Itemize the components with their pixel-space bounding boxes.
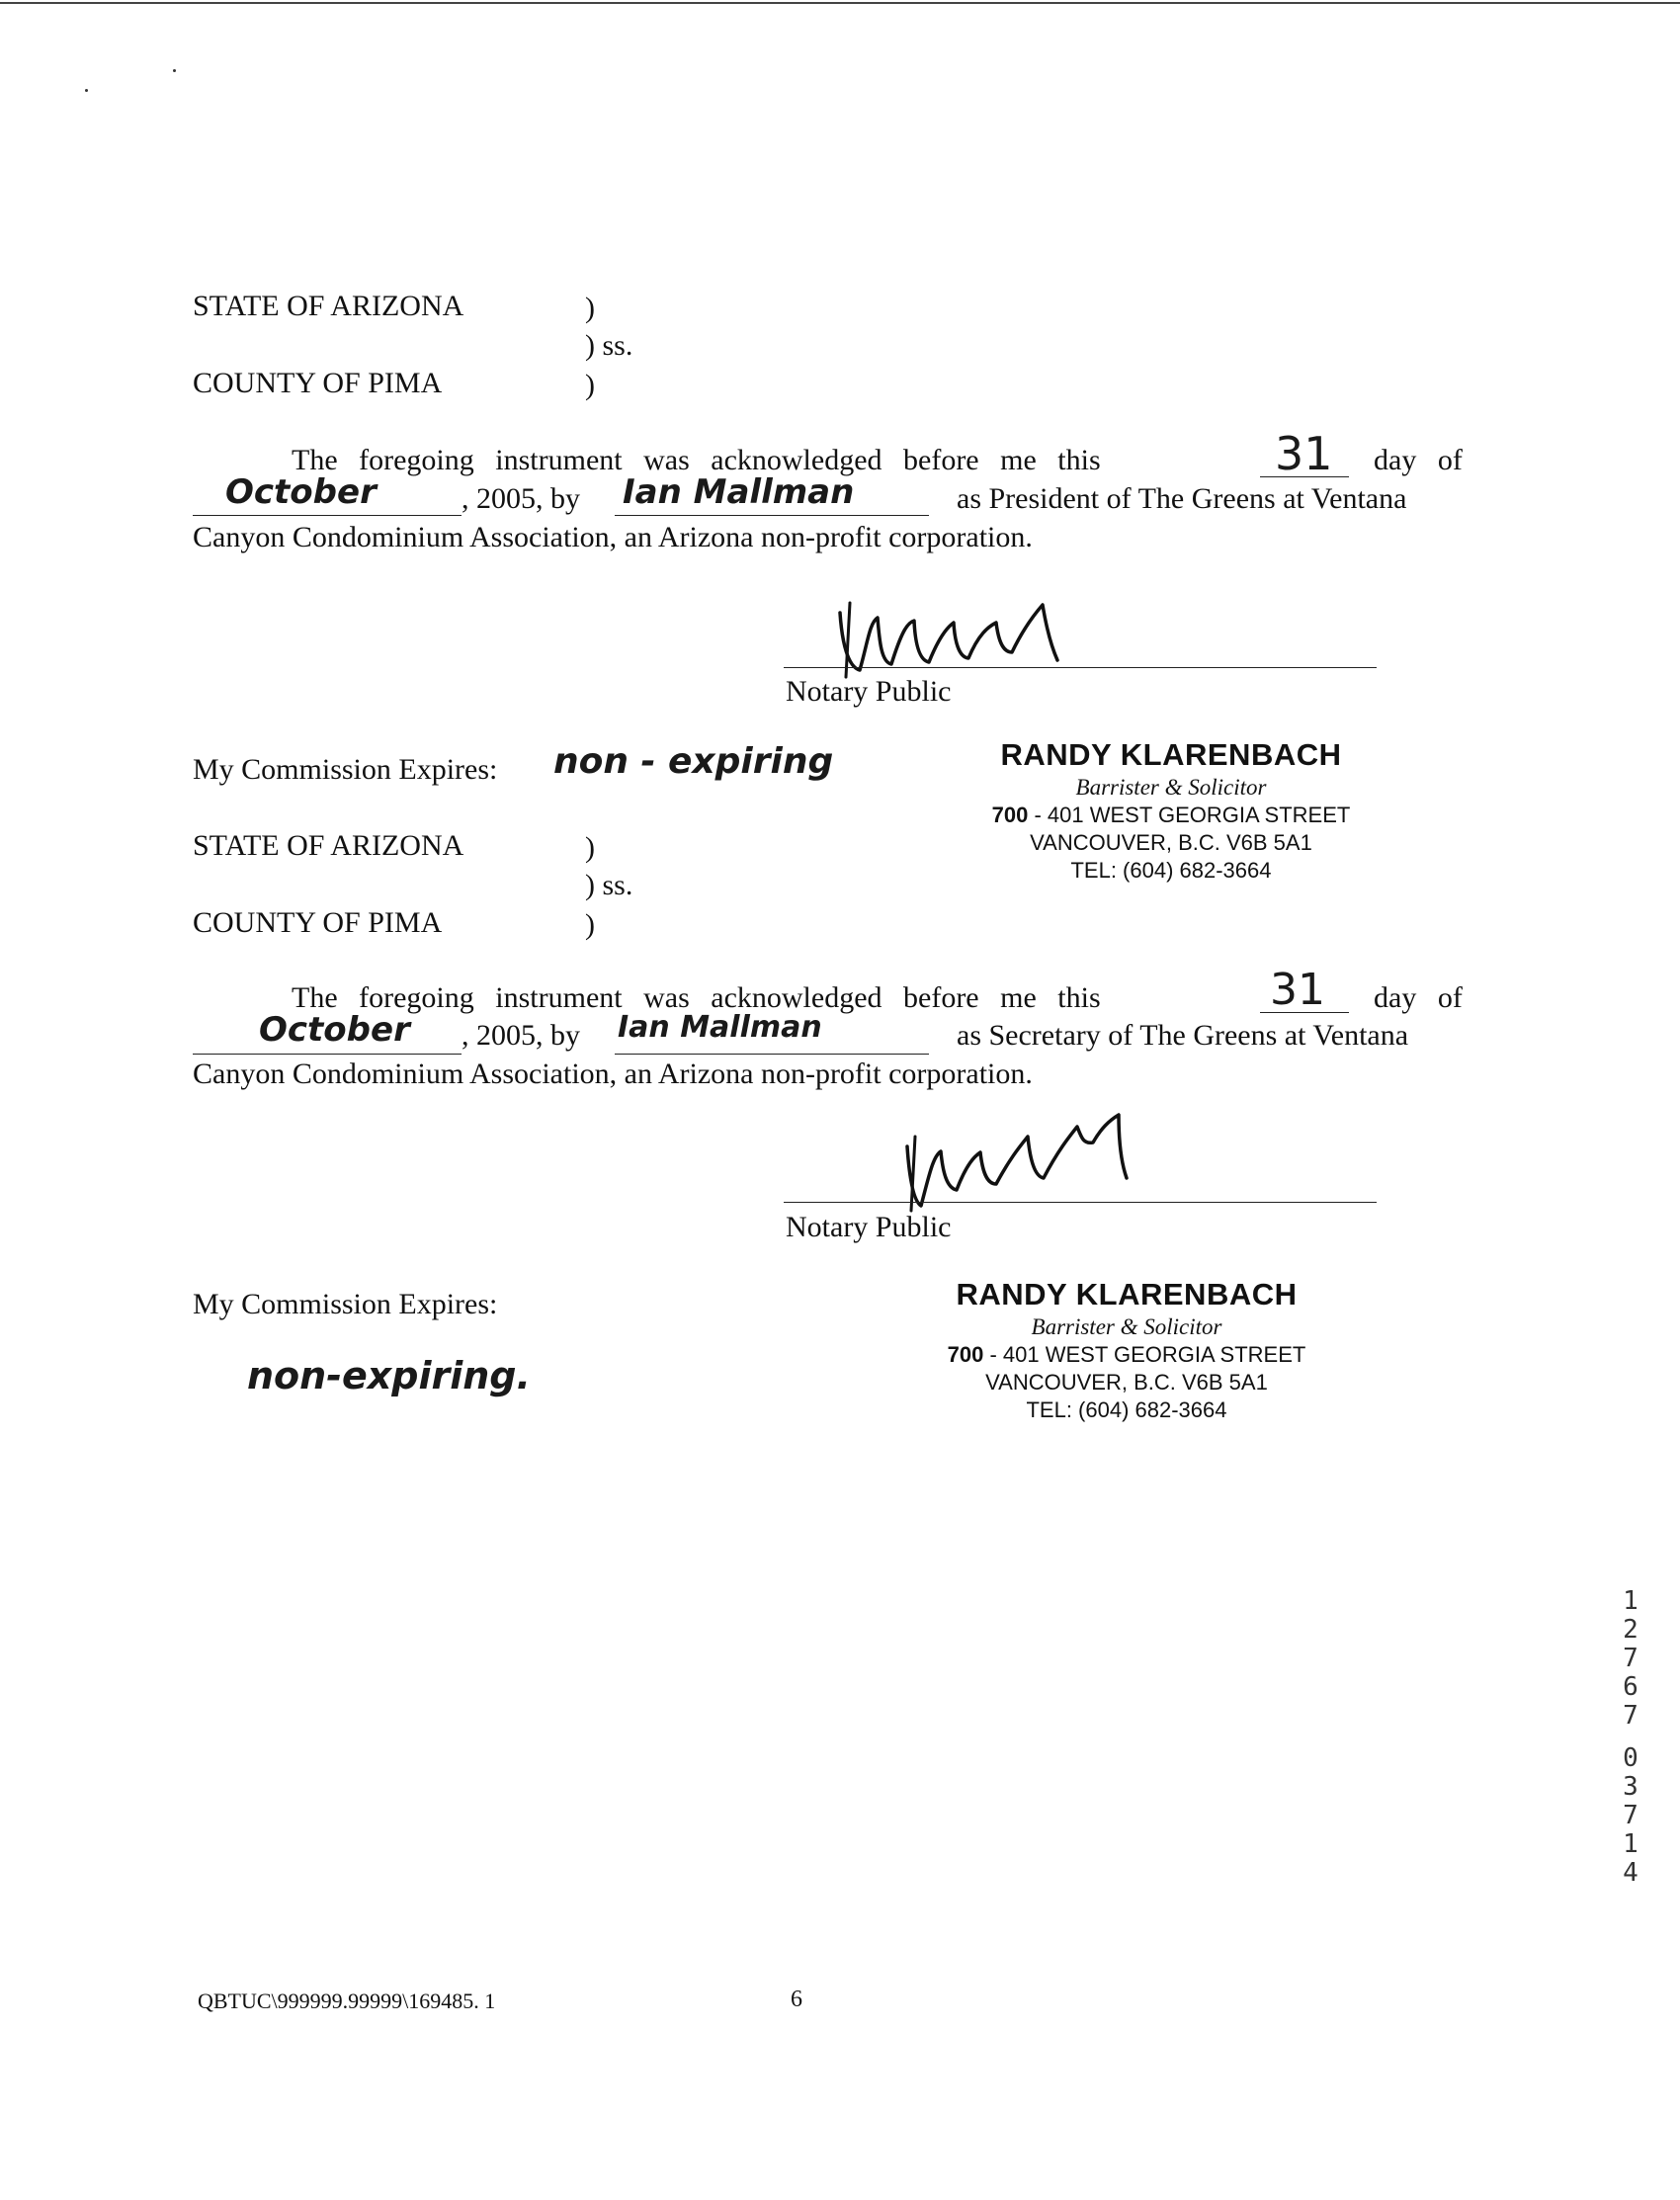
day-blank-line [1260, 1012, 1349, 1013]
ack-day-of: day of [1374, 444, 1463, 476]
signature-line [784, 1202, 1377, 1203]
ack-text-line3: Canyon Condominium Association, an Arizona non-profit corporation. [193, 521, 1033, 553]
day-handwritten: 31 [1275, 427, 1333, 480]
recording-digit: 2 [1623, 1615, 1638, 1645]
recording-digit: 1 [1623, 1586, 1638, 1616]
name-blank-line [615, 1054, 929, 1055]
commission-handwritten: non-expiring. [247, 1354, 531, 1397]
day-handwritten: 31 [1270, 965, 1325, 1015]
venue-state: STATE OF ARIZONA [193, 290, 464, 322]
notary-stamp-2 [924, 1277, 1329, 1423]
month-blank-line [193, 515, 462, 516]
recording-digit-spacer [1616, 1731, 1645, 1744]
name-handwritten: Ian Mallman [618, 1010, 822, 1045]
recording-number-stamp [1616, 1587, 1645, 1888]
stamp-city: VANCOUVER, B.C. V6B 5A1 [1030, 830, 1312, 855]
recording-digit: 7 [1623, 1644, 1638, 1673]
month-handwritten: October [259, 1010, 410, 1050]
stamp-address-street: - 401 WEST GEORGIA STREET [983, 1342, 1306, 1367]
notary-signature [889, 1107, 1186, 1216]
stamp-address [924, 1342, 1329, 1368]
commission-handwritten: non - expiring [553, 741, 834, 782]
name-blank-line [615, 515, 929, 516]
month-blank-line [193, 1054, 462, 1055]
ack-text-line1: The foregoing instrument was acknowledged before me this [292, 981, 1101, 1014]
stamp-city: VANCOUVER, B.C. V6B 5A1 [985, 1370, 1268, 1395]
stamp-phone: TEL: (604) 682-3664 [1026, 1397, 1227, 1422]
recording-digit: 6 [1623, 1672, 1638, 1702]
venue-ss: ) ss. [585, 329, 633, 362]
stamp-title: Barrister & Solicitor [1031, 1314, 1222, 1339]
signature-line [784, 667, 1377, 668]
ack-day-of: day of [1374, 981, 1463, 1014]
recording-digit: 7 [1623, 1801, 1638, 1830]
stamp-address-number: 700 [947, 1342, 984, 1367]
scan-speck [85, 89, 88, 92]
name-handwritten: Ian Mallman [623, 472, 855, 512]
commission-label: My Commission Expires: [193, 1288, 498, 1320]
page-number: 6 [791, 1987, 802, 2012]
stamp-name: RANDY KLARENBACH [956, 1277, 1298, 1312]
footer-doc-id: QBTUC\999999.99999\169485. 1 [198, 1988, 496, 2013]
notary-public-label: Notary Public [786, 675, 952, 708]
recording-digit: 0 [1623, 1743, 1638, 1773]
recording-digit: 3 [1623, 1772, 1638, 1802]
scan-top-edge [0, 2, 1680, 4]
ack-role: as Secretary of The Greens at Ventana [957, 1019, 1409, 1052]
venue-county: COUNTY OF PIMA [193, 906, 443, 939]
stamp-address-street: - 401 WEST GEORGIA STREET [1028, 803, 1351, 827]
venue-paren: ) [585, 292, 595, 324]
stamp-address-number: 700 [991, 803, 1029, 827]
month-handwritten: October [225, 472, 377, 512]
notary-public-label: Notary Public [786, 1211, 952, 1243]
stamp-name: RANDY KLARENBACH [1000, 737, 1342, 772]
scan-speck [173, 69, 176, 72]
recording-digit: 1 [1623, 1829, 1638, 1859]
venue-paren: ) [585, 908, 595, 941]
venue-ss: ) ss. [585, 869, 633, 901]
venue-county: COUNTY OF PIMA [193, 367, 443, 399]
ack-year-by: , 2005, by [462, 1019, 580, 1052]
recording-digit: 7 [1623, 1701, 1638, 1731]
ack-text-line1: The foregoing instrument was acknowledged before me this [292, 444, 1101, 476]
stamp-title: Barrister & Solicitor [1075, 775, 1267, 800]
ack-role: as President of The Greens at Ventana [957, 482, 1407, 515]
venue-paren: ) [585, 831, 595, 864]
venue-state: STATE OF ARIZONA [193, 829, 464, 862]
stamp-phone: TEL: (604) 682-3664 [1070, 858, 1272, 883]
venue-paren: ) [585, 369, 595, 401]
stamp-address [968, 803, 1374, 828]
ack-year-by: , 2005, by [462, 482, 580, 515]
recording-digit: 4 [1623, 1858, 1638, 1888]
day-blank-line [1260, 476, 1349, 477]
commission-label: My Commission Expires: [193, 753, 498, 786]
ack-text-line3: Canyon Condominium Association, an Arizona non-profit corporation. [193, 1058, 1033, 1090]
notary-stamp-1 [968, 737, 1374, 884]
